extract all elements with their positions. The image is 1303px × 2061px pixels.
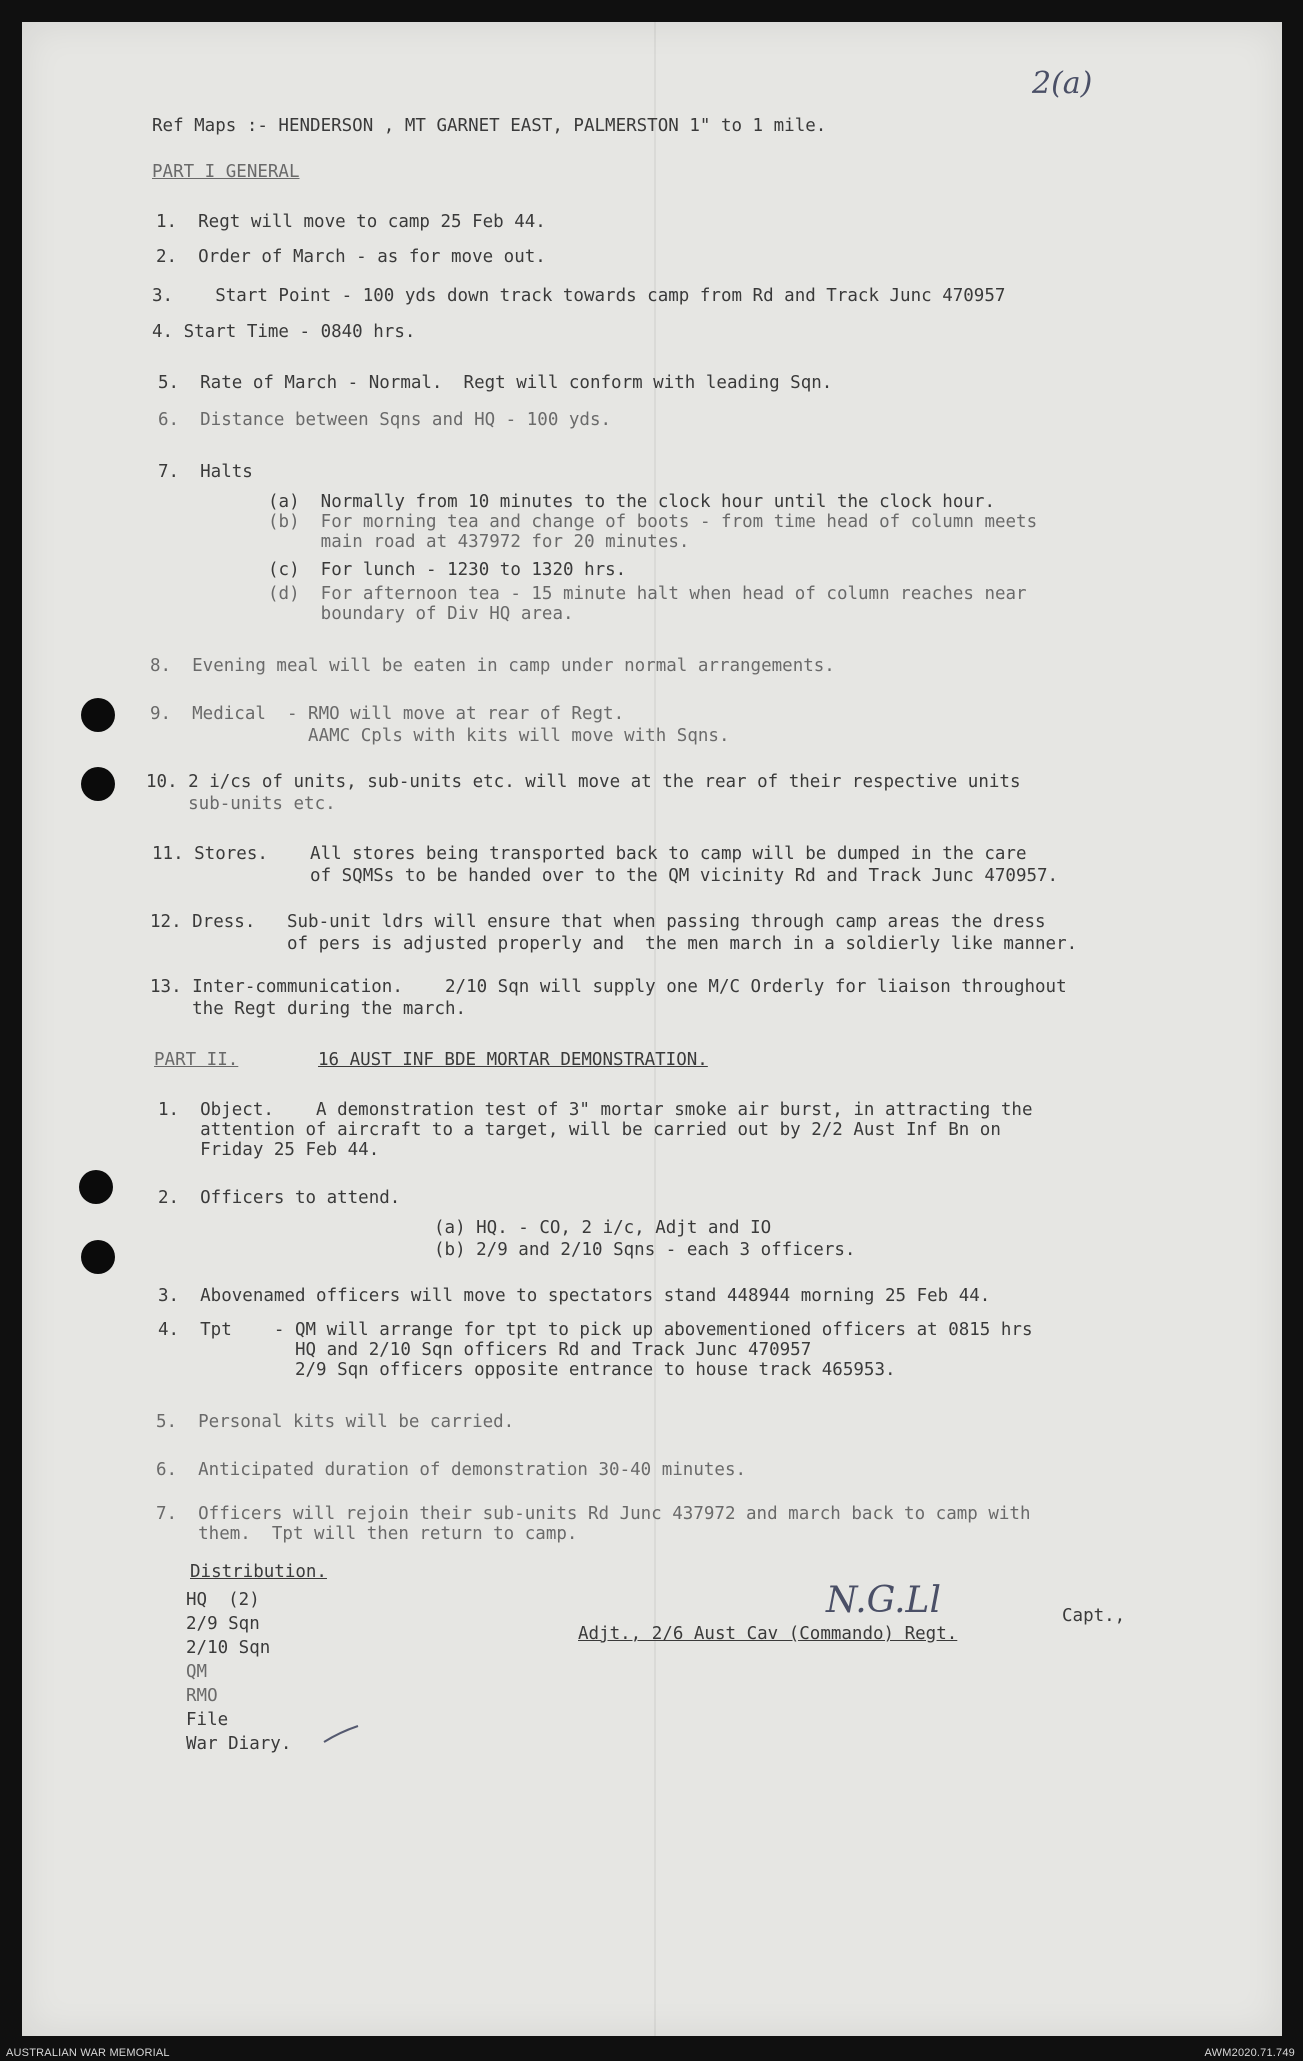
list-item: 4. Tpt - QM will arrange for tpt to pick up abovementioned officers at 0815 hrs	[158, 1320, 1033, 1340]
punch-hole	[79, 1170, 113, 1204]
halt-item: (b) For morning tea and change of boots - from time head of column meets	[268, 512, 1038, 532]
document-sheet	[22, 22, 1282, 2036]
halt-item: main road at 437972 for 20 minutes.	[268, 532, 690, 552]
ref-maps: Ref Maps :- HENDERSON , MT GARNET EAST, PALMERSTON 1" to 1 mile.	[152, 116, 827, 136]
distribution-heading: Distribution.	[190, 1562, 327, 1582]
list-item: 6. Distance between Sqns and HQ - 100 yds.	[158, 410, 612, 430]
distribution-item: QM	[186, 1662, 208, 1682]
distribution-item: 2/9 Sqn	[186, 1614, 260, 1634]
punch-hole	[81, 1240, 115, 1274]
list-item: 11. Stores. All stores being transported back to camp will be dumped in the care	[152, 844, 1027, 864]
part2-label: PART II.	[154, 1050, 239, 1070]
distribution-item: RMO	[186, 1686, 218, 1706]
list-item: the Regt during the march.	[150, 999, 467, 1019]
footer-reference: AWM2020.71.749	[1204, 2047, 1295, 2059]
list-item: AAMC Cpls with kits will move with Sqns.	[150, 726, 730, 746]
paper-fold	[654, 22, 656, 2036]
footer-source: AUSTRALIAN WAR MEMORIAL	[6, 2047, 170, 2059]
part1-heading: PART I GENERAL	[152, 162, 300, 182]
list-item: Friday 25 Feb 44.	[158, 1140, 380, 1160]
list-item: of pers is adjusted properly and the men march in a soldierly like manner.	[150, 934, 1078, 954]
punch-hole	[81, 767, 115, 801]
distribution-item: War Diary.	[186, 1734, 292, 1754]
list-item: 6. Anticipated duration of demonstration 30-40 minutes.	[156, 1460, 747, 1480]
list-item: HQ and 2/10 Sqn officers Rd and Track Junc 470957	[158, 1340, 812, 1360]
halt-item: (c) For lunch - 1230 to 1320 hrs.	[268, 560, 627, 580]
list-item: 4. Start Time - 0840 hrs.	[152, 322, 416, 342]
list-item: 9. Medical - RMO will move at rear of Regt.	[150, 704, 625, 724]
list-item: 10. 2 i/cs of units, sub-units etc. will move at the rear of their respective units	[146, 772, 1021, 792]
list-item: 7. Halts	[158, 462, 253, 482]
list-item: of SQMSs to be handed over to the QM vicinity Rd and Track Junc 470957.	[152, 866, 1059, 886]
list-item: 1. Regt will move to camp 25 Feb 44.	[156, 212, 546, 232]
signature: N.G.Ll	[826, 1580, 941, 1621]
list-item: them. Tpt will then return to camp.	[156, 1524, 578, 1544]
list-item: sub-units etc.	[146, 794, 336, 814]
list-item: 7. Officers will rejoin their sub-units Rd Junc 437972 and march back to camp with	[156, 1504, 1031, 1524]
halt-item: (d) For afternoon tea - 15 minute halt when head of column reaches near	[268, 584, 1027, 604]
list-item: attention of aircraft to a target, will be carried out by 2/2 Aust Inf Bn on	[158, 1120, 1001, 1140]
list-item: 13. Inter-communication. 2/10 Sqn will supply one M/C Orderly for liaison throughout	[150, 977, 1067, 997]
distribution-item: 2/10 Sqn	[186, 1638, 271, 1658]
list-item: 2/9 Sqn officers opposite entrance to house track 465953.	[158, 1360, 896, 1380]
list-item: 12. Dress. Sub-unit ldrs will ensure that when passing through camp areas the dress	[150, 912, 1046, 932]
list-item: 3. Abovenamed officers will move to spectators stand 448944 morning 25 Feb 44.	[158, 1286, 991, 1306]
officers-item: (a) HQ. - CO, 2 i/c, Adjt and IO	[434, 1218, 772, 1238]
distribution-item: File	[186, 1710, 229, 1730]
list-item: 5. Rate of March - Normal. Regt will conform with leading Sqn.	[158, 373, 833, 393]
list-item: 2. Order of March - as for move out.	[156, 247, 546, 267]
halt-item: (a) Normally from 10 minutes to the clock hour until the clock hour.	[268, 492, 995, 512]
halt-item: boundary of Div HQ area.	[268, 604, 574, 624]
officers-item: (b) 2/9 and 2/10 Sqns - each 3 officers.	[434, 1240, 856, 1260]
tick-mark	[322, 1722, 362, 1746]
signature-title: Adjt., 2/6 Aust Cav (Commando) Regt.	[578, 1624, 958, 1644]
list-item: 5. Personal kits will be carried.	[156, 1412, 515, 1432]
signature-rank: Capt.,	[1062, 1606, 1126, 1626]
list-item: 2. Officers to attend.	[158, 1188, 401, 1208]
list-item: 8. Evening meal will be eaten in camp under normal arrangements.	[150, 656, 835, 676]
handwritten-annotation: 2(a)	[1032, 66, 1093, 101]
part2-title: 16 AUST INF BDE MORTAR DEMONSTRATION.	[318, 1050, 708, 1070]
punch-hole	[81, 698, 115, 732]
list-item: 3. Start Point - 100 yds down track towards camp from Rd and Track Junc 470957	[152, 286, 1006, 306]
list-item: 1. Object. A demonstration test of 3" mortar smoke air burst, in attracting the	[158, 1100, 1033, 1120]
distribution-item: HQ (2)	[186, 1590, 260, 1610]
